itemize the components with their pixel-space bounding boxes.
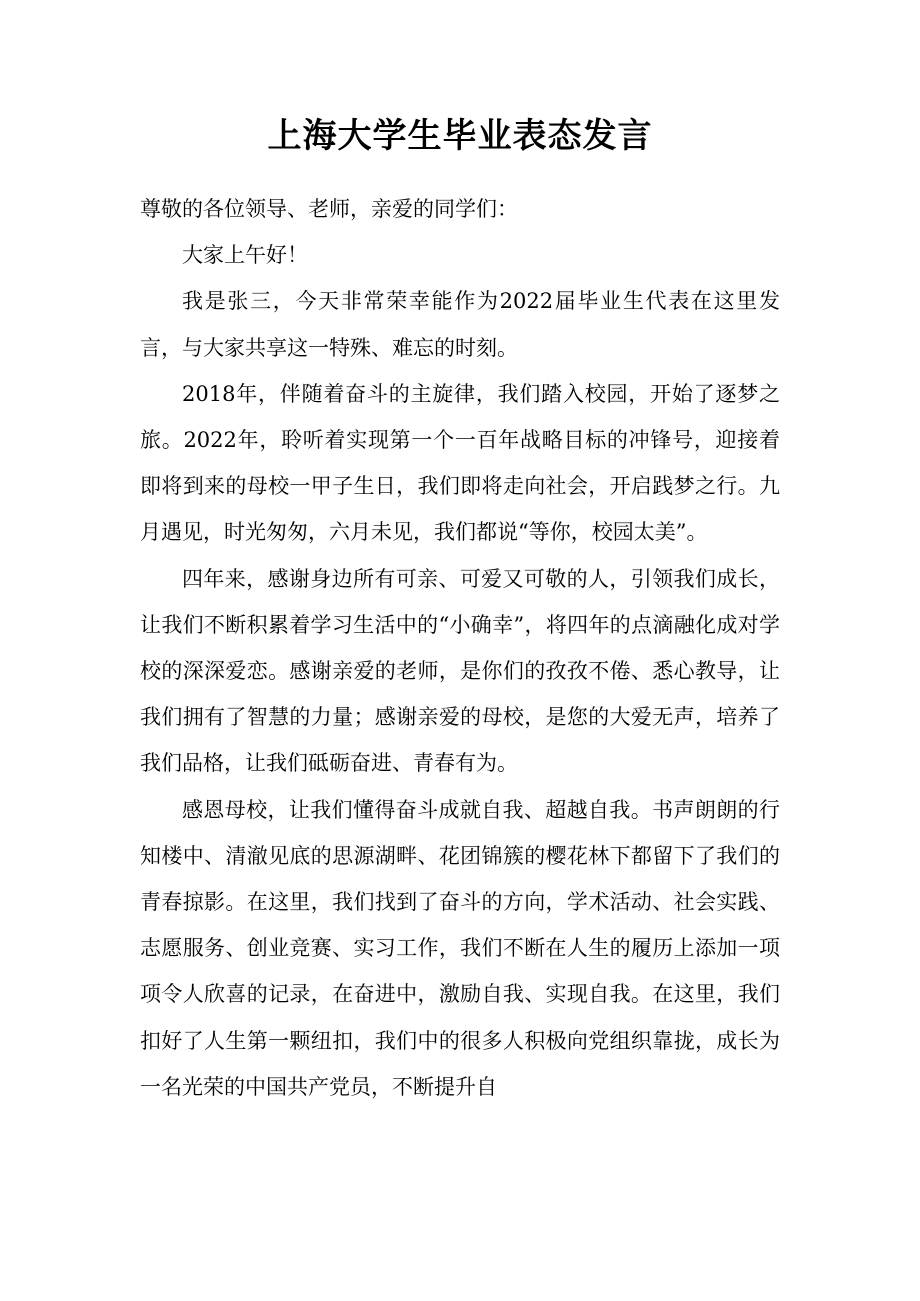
document-body bbox=[140, 186, 780, 1110]
paragraph-gratitude: 四年来，感谢身边所有可亲、可爱又可敬的人，引领我们成长，让我们不断积累着学习生活中的“小确幸”，将四年的点滴融化成对学校的深深爱恋。感谢亲爱的老师，是你们的孜孜不倦、悉心教导，让我们拥有了智慧的力量；感谢亲爱的母校，是您的大爱无声，培养了我们品格，让我们砥砺奋进、青春有为。 bbox=[140, 566, 780, 776]
paragraph-introduction: 我是张三，今天非常荣幸能作为2022届毕业生代表在这里发言，与大家共享这一特殊、难忘的时刻。 bbox=[140, 289, 780, 360]
document-title: 上海大学生毕业表态发言 bbox=[267, 116, 653, 156]
salutation: 尊敬的各位领导、老师，亲爱的同学们： bbox=[140, 197, 518, 221]
paragraph-journey: 2018年，伴随着奋斗的主旋律，我们踏入校园，开始了逐梦之旅。2022年，聆听着实现第一个一百年战略目标的冲锋号，迎接着即将到来的母校一甲子生日，我们即将走向社会，开启践梦之行。九月遇见，时光匆匆，六月未见，我们都说“等你，校园太美”。 bbox=[140, 381, 780, 545]
paragraph-growth: 感恩母校，让我们懂得奋斗成就自我、超越自我。书声朗朗的行知楼中、清澈见底的思源湖畔、花团锦簇的樱花林下都留下了我们的青春掠影。在这里，我们找到了奋斗的方向，学术活动、社会实践、志愿服务、创业竞赛、实习工作，我们不断在人生的履历上添加一项项令人欣喜的记录，在奋进中，激励自我、实现自我。在这里，我们扣好了人生第一颗纽扣，我们中的很多人积极向党组织靠拢，成长为一名光荣的中国共产党员，不断提升自 bbox=[140, 797, 780, 1099]
paragraph-greeting: 大家上午好！ bbox=[182, 243, 308, 268]
